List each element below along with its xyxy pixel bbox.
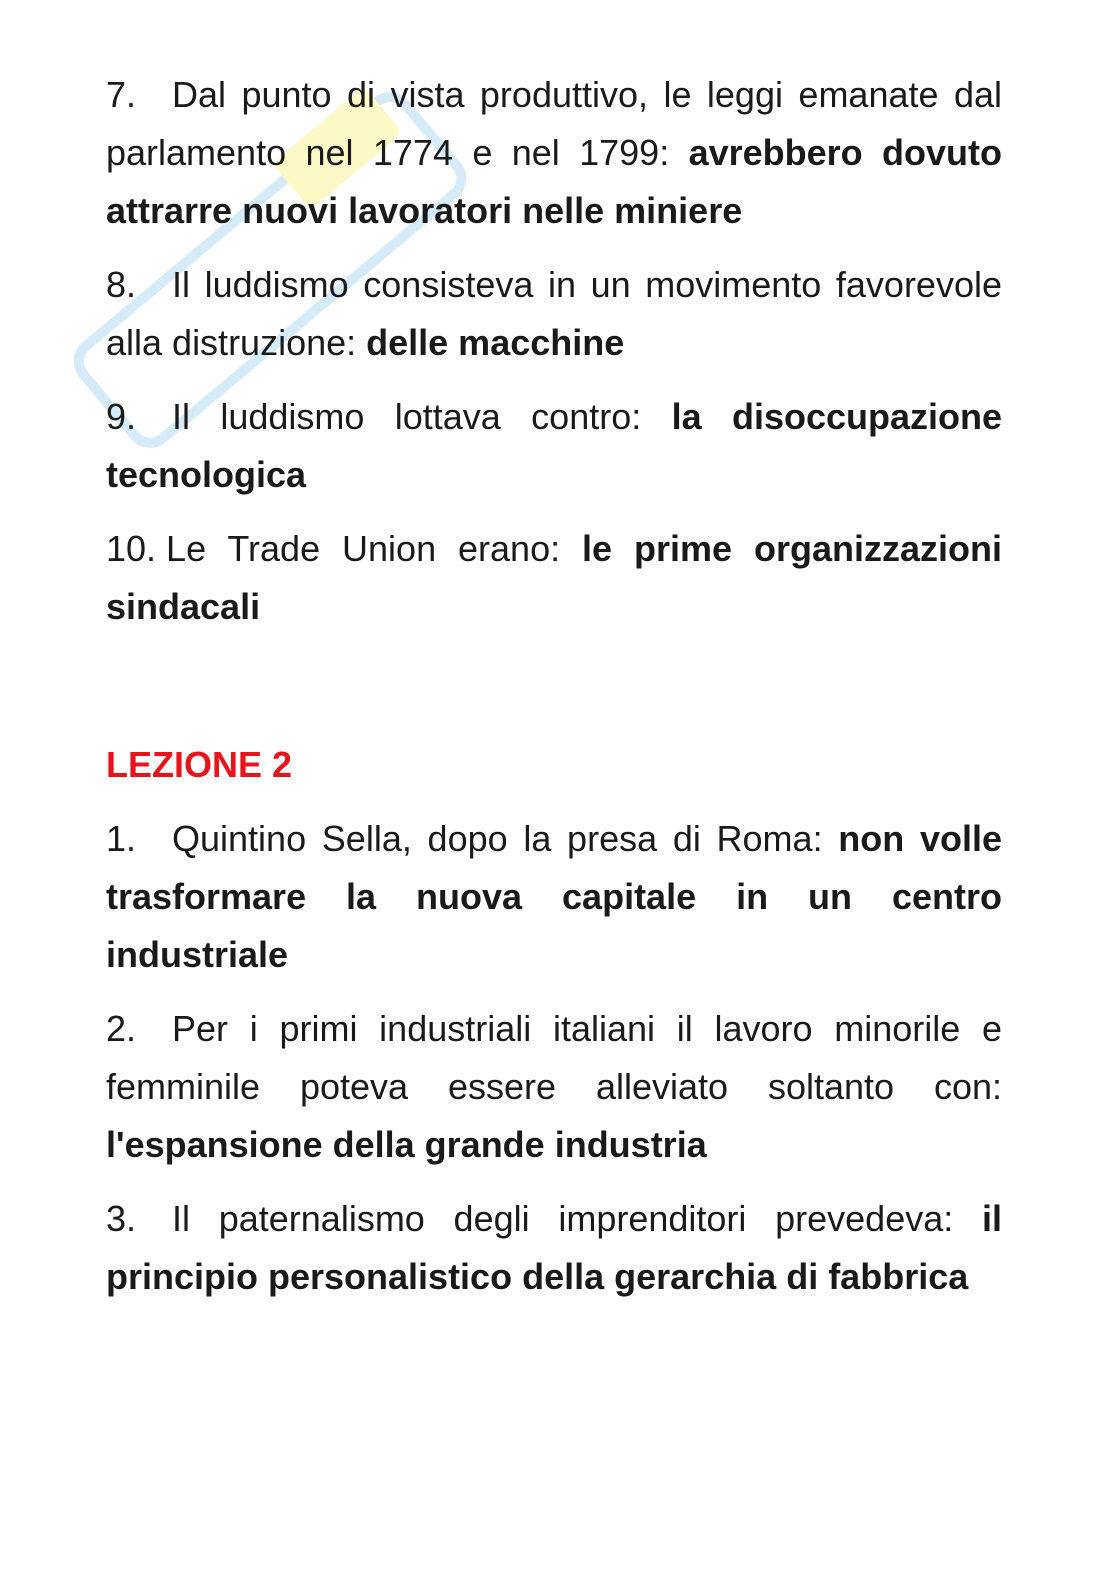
question-item-8 xyxy=(106,256,1002,372)
question-item-1 xyxy=(106,810,1002,984)
question-item-9 xyxy=(106,388,1002,504)
item-number: 2. xyxy=(106,1008,137,1049)
question-item-3 xyxy=(106,1190,1002,1306)
item-number: 1. xyxy=(106,818,137,859)
section-title: LEZIONE 2 xyxy=(106,744,293,785)
question-text: Il paternalismo degli imprenditori prevedeva: xyxy=(172,1198,982,1239)
answer-text: la disoccupazione tecnologica xyxy=(106,396,1002,495)
answer-text: non volle trasformare la nuova capitale in un centro industriale xyxy=(106,818,1002,975)
document-page xyxy=(106,66,1002,1322)
question-text: Le Trade Union erano: xyxy=(166,528,583,569)
question-text: Il luddismo consisteva in un movimento favorevole alla distruzione: xyxy=(106,264,1002,363)
question-text: Per i primi industriali italiani il lavoro minorile e femminile poteva essere alleviato soltanto con: xyxy=(106,1008,1002,1107)
answer-text: l'espansione della grande industria xyxy=(106,1124,707,1165)
item-number: 10. xyxy=(106,528,157,569)
answer-text: le prime organizzazioni sindacali xyxy=(106,528,1002,627)
question-text: Il luddismo lottava contro: xyxy=(172,396,672,437)
item-number: 8. xyxy=(106,264,137,305)
answer-text: delle macchine xyxy=(366,322,625,363)
item-number: 7. xyxy=(106,74,137,115)
item-number: 3. xyxy=(106,1198,137,1239)
item-number: 9. xyxy=(106,396,137,437)
question-item-7 xyxy=(106,66,1002,240)
answer-text: il principio personalistico della gerarchia di fabbrica xyxy=(106,1198,1002,1297)
question-item-2 xyxy=(106,1000,1002,1174)
question-text: Dal punto di vista produttivo, le leggi emanate dal parlamento nel 1774 e nel 1799: xyxy=(106,74,1002,173)
answer-text: avrebbero dovuto attrarre nuovi lavoratori nelle miniere xyxy=(106,132,1002,231)
question-item-10 xyxy=(106,520,1002,636)
question-text: Quintino Sella, dopo la presa di Roma: xyxy=(172,818,839,859)
